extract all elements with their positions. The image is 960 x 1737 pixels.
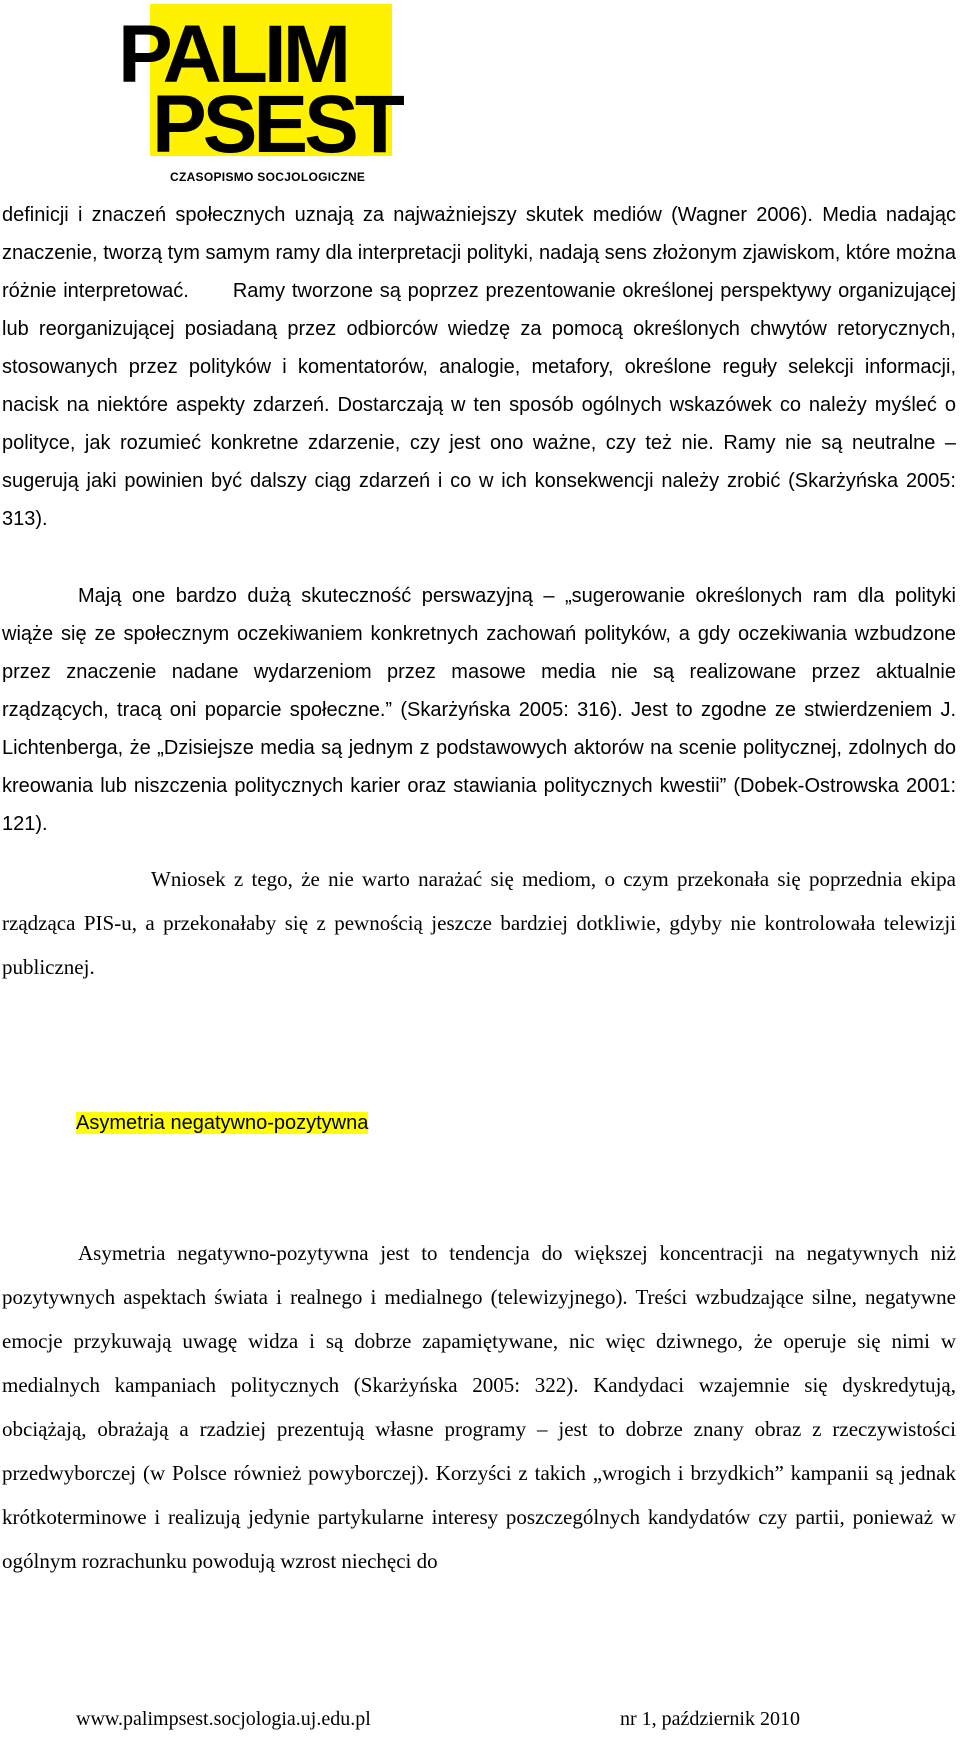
logo-line-2: PSEST — [152, 79, 401, 170]
paragraph-1-part-a: definicji i znaczeń społecznych uznają za najważniejszy skutek mediów (Wagner 2006). Media nadając znaczenie, tworzą tym samym ramy dla interpretacji polityki, nadają sens złożonym zjawiskom, które można różnie interpretować. — [2, 204, 956, 302]
footer-url: www.palimpsest.socjologia.uj.edu.pl — [76, 1708, 371, 1730]
footer-issue: nr 1, październik 2010 — [620, 1708, 800, 1730]
logo-line-1: PALIM — [118, 9, 348, 100]
section-heading-text: Asymetria negatywno-pozytywna — [76, 1112, 369, 1134]
paragraph-1-part-b: Ramy tworzone są poprzez prezentowanie określonej perspektywy organizującej lub reorganizującej posiadaną przez odbiorców wiedzę za pomocą określonych chwytów retorycznych, stosowanych przez polityków i komentatorów, analogie, metafory, określone reguły selekcji informacji, nacisk na niektóre aspekty zdarzeń. Dostarczają w ten sposób ogólnych wskazówek co należy myśleć o polityce, jak rozumieć konkretne zdarzenie, czy jest ono ważne, czy też nie. Ramy nie są neutralne – sugerują jaki powinien być dalszy ciąg zdarzeń i co w ich konsekwencji należy zrobić (Skarżyńska 2005: 313). — [2, 280, 956, 530]
logo-subtitle: CZASOPISMO SOCJOLOGICZNE — [170, 170, 366, 184]
paragraph-4: Asymetria negatywno-pozytywna jest to tendencja do większej koncentracji na negatywnych niż pozytywnych aspektach świata i realnego i medialnego (telewizyjnego). Treści wzbudzające silne, negatywne emocje przykuwają uwagę widza i są dobrze zapamiętywane, nic więc dziwnego, że operuje się nimi w medialnych kampaniach politycznych (Skarżyńska 2005: 322). Kandydaci wzajemnie się dyskredytują, obciążają, obrażają a rzadziej prezentują własne programy – jest to dobrze znany obraz z rzeczywistości przedwyborczej (w Polsce również powyborczej). Korzyści z takich „wrogich i brzydkich” kampanii są jednak krótkoterminowe i realizują jedynie partykularne interesy poszczególnych kandydatów czy partii, ponieważ w ogólnym rozrachunku powodują wzrost niechęci do — [2, 1241, 956, 1573]
paragraph-1 — [2, 196, 956, 538]
paragraph-3: Wniosek z tego, że nie warto narażać się mediom, o czym przekonała się poprzednia ekipa rządząca PIS-u, a przekonałaby się z pewnością jeszcze bardziej dotkliwie, gdyby nie kontrolowała telewizji publicznej. — [2, 867, 956, 979]
journal-logo — [118, 4, 401, 194]
section-heading — [76, 1110, 368, 1136]
paragraph-2: Mają one bardzo dużą skuteczność perswazyjną – „sugerowanie określonych ram dla polityki wiąże się ze społecznym oczekiwaniem konkretnych zachowań polityków, a gdy oczekiwania wzbudzone przez znaczenie nadane wydarzeniom przez masowe media nie są realizowane przez aktualnie rządzących, tracą oni poparcie społeczne.” (Skarżyńska 2005: 316). Jest to zgodne ze stwierdzeniem J. Lichtenberga, że „Dzisiejsze media są jednym z podstawowych aktorów na scenie politycznej, zdolnych do kreowania lub niszczenia politycznych karier oraz stawiania politycznych kwestii” (Dobek-Ostrowska 2001: 121). — [2, 585, 956, 835]
